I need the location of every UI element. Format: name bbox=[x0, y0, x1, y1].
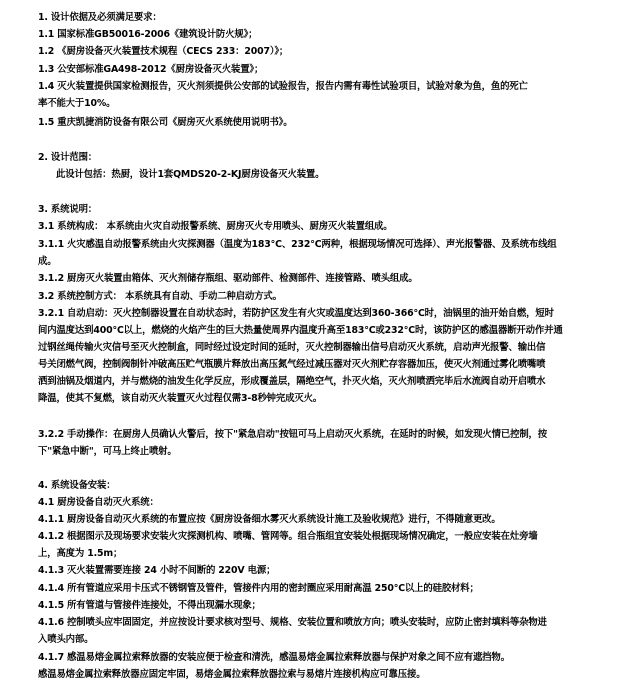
section2-heading: 2. 设计范围： bbox=[38, 152, 98, 163]
clause-3-2: 3.2 系统控制方式： 本系统具有自动、手动二种启动方式。 bbox=[38, 291, 282, 302]
clause-1-4-cont: 率不能大于10%。 bbox=[38, 98, 116, 109]
clause-4-1-7-cont: 感温易熔金属拉索释放器应固定牢固，易熔金属拉索释放器拉索与易熔片连接机构应可靠压接。 bbox=[38, 669, 426, 680]
scope-text: 此设计包括：热厨，设计1套QMDS20-2-KJ厨房设备灭火装置。 bbox=[56, 169, 325, 180]
clause-4-1-2: 4.1.2 根据图示及现场要求安装火灾探测机构、喷嘴、管网等。组合瓶组宜安装处根据现场情况确定，一般应安装在灶旁墙 bbox=[38, 531, 538, 542]
section3-heading: 3. 系统说明： bbox=[38, 204, 98, 215]
clause-4-1-6-cont: 入喷头内部。 bbox=[38, 634, 94, 645]
clause-3-2-2-cont: 下"紧急中断"，可马上终止喷射。 bbox=[38, 446, 177, 457]
clause-4-1-4: 4.1.4 所有管道应采用卡压式不锈钢管及管件，管接件内用的密封圈应采用耐高温 250℃以上的硅胶材料； bbox=[38, 583, 479, 594]
clause-4-1-1: 4.1.1 厨房设备自动灭火系统的布置应按《厨房设备细水雾灭火系统设计施工及验收规范》进行，不得随意更改。 bbox=[38, 514, 501, 525]
clause-4-1-6: 4.1.6 控制喷头应牢固固定，并应按设计要求核对型号、规格、安装位置和喷放方向；喷头安装时，应防止密封填料等杂物进 bbox=[38, 617, 547, 628]
clause-3-2-1: 3.2.1 自动启动：灭火控制器设置在自动状态时，若防护区发生有火灾或温度达到360-366℃时，油锅里的油开始自燃，短时 bbox=[38, 308, 554, 319]
clause-3-2-1-cont: 过钢丝绳传输火灾信号至灭火控制盒，同时经过设定时间的延时，灭火控制器输出信号启动灭火系统，启动声光报警、输出信 bbox=[38, 342, 546, 353]
clause-3-2-2: 3.2.2 手动操作：在厨房人员确认火警后，按下"紧急启动"按钮可马上启动灭火系统，在延时的时候，如发现火情已控制，按 bbox=[38, 429, 548, 440]
clause-3-2-1-cont: 洒到油锅及烟道内，并与燃烧的油发生化学反应，形成覆盖层，隔绝空气，扑灭火焰，灭火剂喷洒完毕后水流阀自动开启喷水 bbox=[38, 376, 546, 387]
clause-1-4: 1.4 灭火装置提供国家检测报告，灭火剂须提供公安部的试验报告，报告内需有毒性试验项目，试验对象为鱼，鱼的死亡 bbox=[38, 81, 528, 92]
clause-1-1: 1.1 国家标准GB50016-2006《建筑设计防火规》； bbox=[38, 29, 258, 40]
clause-4-1-2-cont: 上，高度为 1.5m； bbox=[38, 548, 123, 559]
clause-4-1: 4.1 厨房设备自动灭火系统： bbox=[38, 497, 159, 508]
clause-4-1-3: 4.1.3 灭火装置需要连接 24 小时不间断的 220V 电源； bbox=[38, 565, 276, 576]
clause-3-1: 3.1 系统构成： 本系统由火灾自动报警系统、厨房灭火专用喷头、厨房灭火装置组成。 bbox=[38, 221, 393, 232]
section4-heading: 4. 系统设备安装： bbox=[38, 480, 116, 491]
clause-3-1-1: 3.1.1 火灾感温自动报警系统由火灾探测器（温度为183℃、232℃两种，根据现场情况可选择）、声光报警器、及系统布线组 bbox=[38, 239, 557, 250]
clause-1-3: 1.3 公安部标准GA498-2012《厨房设备灭火装置》； bbox=[38, 64, 264, 75]
clause-3-1-1-cont: 成。 bbox=[38, 256, 57, 267]
clause-1-5: 1.5 重庆凯捷消防设备有限公司《厨房灭火系统使用说明书》。 bbox=[38, 117, 293, 128]
clause-3-2-1-cont: 号关闭燃气阀，控制阀制针冲破高压贮气瓶膜片释放出高压氮气经过减压器对灭火剂贮存容器加压，使灭火剂通过雾化喷嘴喷 bbox=[38, 359, 546, 370]
section1-heading: 1. 设计依据及必须满足要求： bbox=[38, 12, 162, 23]
clause-4-1-5: 4.1.5 所有管道与管接件连接处，不得出现漏水现象； bbox=[38, 600, 261, 611]
clause-3-2-1-cont: 间内温度达到400℃以上，燃烧的火焰产生的巨大热量使周界内温度升高至183℃或232℃时，该防护区的感温器断开动作并通 bbox=[38, 325, 563, 336]
clause-1-2: 1.2 《厨房设备灭火装置技术规程（CECS 233：2007）》； bbox=[38, 46, 289, 57]
clause-3-1-2: 3.1.2 厨房灭火装置由箱体、灭火剂储存瓶组、驱动部件、检测部件、连接管路、喷头组成。 bbox=[38, 273, 418, 284]
clause-4-1-7: 4.1.7 感温易熔金属拉索释放器的安装应便于检查和清洗，感温易熔金属拉索释放器与保护对象之间不应有遮挡物。 bbox=[38, 652, 510, 663]
clause-3-2-1-cont: 降温，使其不复燃，该自动灭火装置灭火过程仅需3-8秒钟完成灭火。 bbox=[38, 393, 323, 404]
